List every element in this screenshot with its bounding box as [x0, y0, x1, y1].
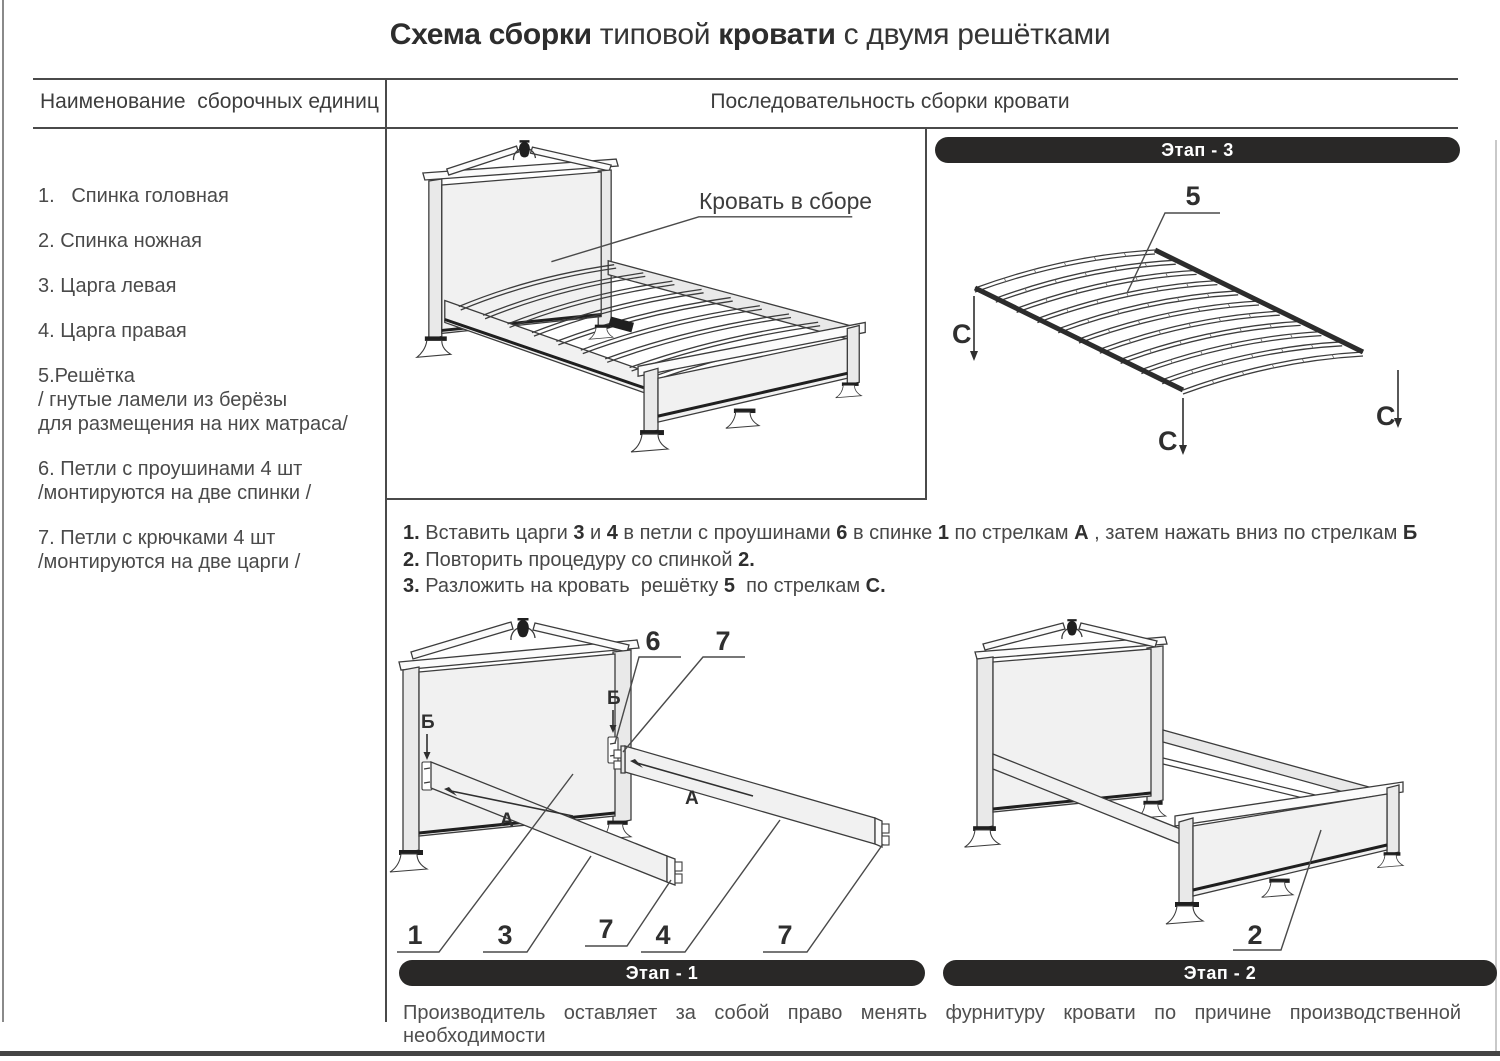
headboard-left-post [429, 179, 442, 340]
headboard-finial [517, 618, 529, 637]
parts-list-item: 6. Петли с проушинами 4 шт /монтируются на две спинки / [38, 458, 312, 504]
assembly-instructions [403, 520, 1463, 600]
stage2-drawing [935, 610, 1500, 955]
headboard-finial [1067, 619, 1077, 635]
rule-under-title [33, 78, 1458, 80]
label-5: 5 [1185, 181, 1201, 211]
right-side-rail [608, 261, 853, 341]
callout-3 [483, 856, 591, 952]
callout-4 [641, 820, 780, 952]
assembled-bed-label: Кровать в сборе [698, 187, 873, 214]
parts-list-item: 7. Петли с крючками 4 шт /монтируются на две царги / [38, 527, 301, 573]
lattice-near-rail [975, 288, 1183, 390]
label-4: 4 [655, 920, 671, 950]
footboard-far-post [847, 325, 859, 385]
arrow-c-left [952, 296, 978, 361]
instruction-line: 1. Вставить царги 3 и 4 в петли с проушинами 6 в спинке 1 по стрелкам А , затем нажать вниз по стрелкам Б [403, 522, 1418, 544]
instruction-line: 2. Повторить процедуру со спинкой 2. [403, 548, 755, 571]
parts-list [38, 184, 368, 595]
footboard-near-post [1179, 818, 1193, 906]
title-segment: типовой [591, 18, 719, 51]
assembled-bed-panel [387, 129, 927, 500]
instruction-line: 3. Разложить на кровать решётку 5 по стрелкам С. [403, 575, 886, 597]
parts-list-item: 1. Спинка головная [38, 185, 229, 207]
label-7: 7 [777, 920, 793, 950]
label-b: Б [607, 688, 621, 709]
parts-list-item: 5.Решётка / гнутые ламели из берёзы для размещения на них матраса/ [38, 365, 348, 435]
headboard-finial [519, 140, 530, 157]
footboard-far-post [1387, 785, 1399, 855]
left-column-header: Наименование сборочных единиц [40, 90, 379, 113]
label-c: С [1158, 426, 1178, 456]
right-column-header: Последовательность сборки кровати [710, 90, 1070, 113]
callout-7-top [623, 626, 745, 752]
arrow-c-right [1376, 370, 1402, 431]
label-a: А [685, 788, 699, 809]
label-2: 2 [1247, 920, 1263, 950]
lattice-drawing [930, 175, 1500, 520]
stage1-panel [385, 610, 925, 955]
page-title [0, 18, 1500, 52]
label-b: Б [421, 712, 435, 733]
callout-7-right [763, 844, 883, 952]
title-segment: кровати [718, 18, 836, 51]
page-left-border [2, 0, 4, 1022]
title-segment: с двумя решётками [835, 18, 1111, 51]
assembled-bed-drawing [387, 129, 925, 498]
stage3-panel [930, 175, 1500, 520]
label-7: 7 [598, 914, 614, 944]
label-c: С [1376, 401, 1396, 431]
arrow-c-bottom [1158, 398, 1187, 456]
parts-list-item: 2. Спинка ножная [38, 230, 202, 252]
side-rail-4 [614, 746, 889, 847]
title-segment: Схема сборки [389, 18, 592, 51]
label-1: 1 [407, 920, 423, 950]
stage2-panel [935, 610, 1500, 955]
label-c: С [952, 319, 972, 349]
stage1-drawing [385, 610, 925, 955]
label-a: А [500, 810, 514, 831]
stage1-pill: Этап - 1 [399, 960, 925, 986]
headboard-left-post [403, 667, 419, 854]
manufacturer-note: Производитель оставляет за собой право менять фурнитуру кровати по причине производственной необходимости [403, 1002, 1461, 1047]
footboard-near-post [644, 368, 658, 434]
stage2-pill: Этап - 2 [943, 960, 1497, 986]
lattice-far-rail [1155, 250, 1363, 352]
parts-list-item: 3. Царга левая [38, 275, 177, 297]
stage3-pill: Этап - 3 [935, 137, 1460, 163]
label-3: 3 [497, 920, 513, 950]
headboard-left-post [977, 657, 993, 830]
label-6: 6 [645, 626, 661, 656]
label-7: 7 [715, 626, 731, 656]
page-bottom-rule [0, 1051, 1500, 1056]
parts-list-item: 4. Царга правая [38, 320, 187, 342]
